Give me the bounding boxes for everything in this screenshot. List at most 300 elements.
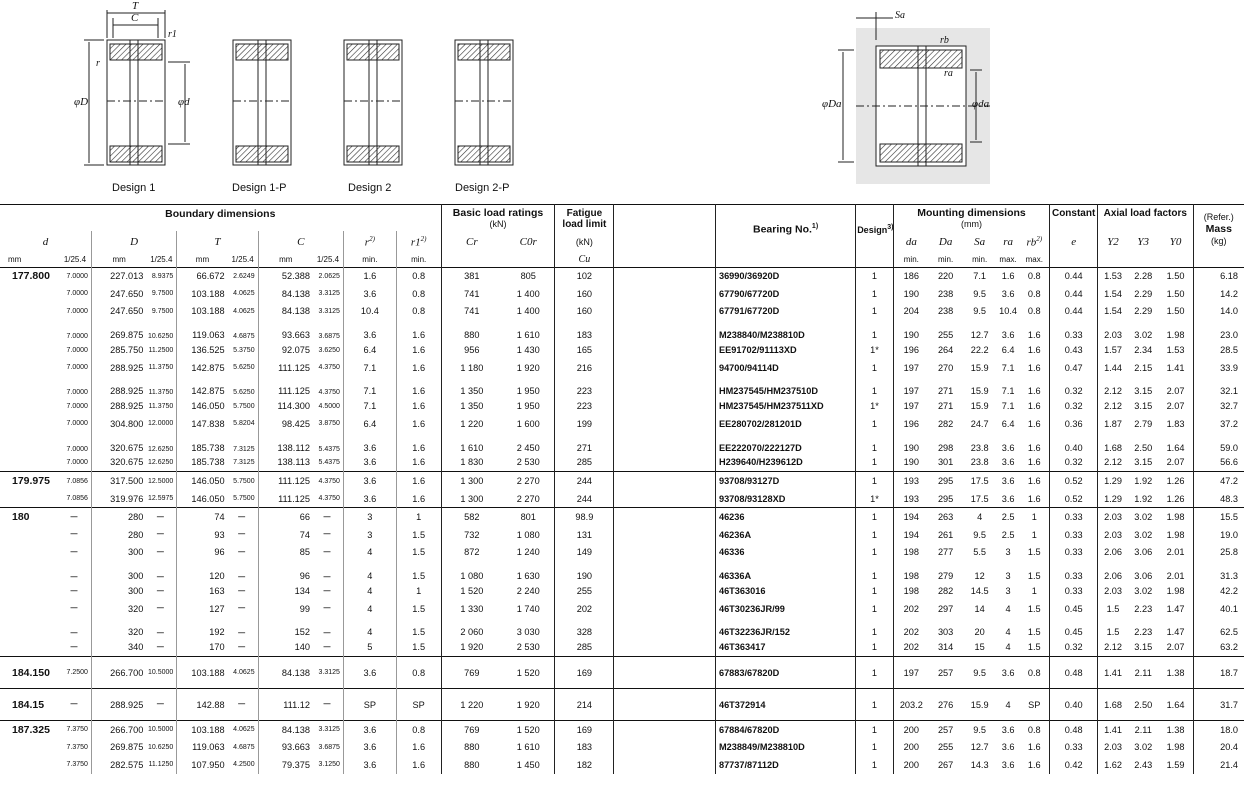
cell-r: 3 (343, 526, 396, 544)
cell-Sa: 15.9 (970, 386, 989, 397)
cell-Cr: 769 (441, 657, 502, 689)
cell-r: 3 (343, 508, 396, 526)
cell-Cr: 769 (441, 721, 502, 739)
cell-r1: 0.8 (396, 267, 441, 285)
cell-Cu: 214 (555, 689, 614, 721)
cell-no: 67884/67820D (715, 721, 855, 739)
cell-rb: 0.8 (1027, 667, 1041, 678)
cell-C0r: 2 270 (516, 476, 540, 487)
cell-da: 198 (893, 582, 929, 600)
cell-Ci: 3.3125 (318, 307, 340, 315)
cell-ra: 7.1 (1001, 386, 1015, 397)
cell-D: 269.875 (91, 739, 146, 757)
cell-Ti: 4.2500 (233, 761, 255, 769)
cell-r: 3.6 (343, 657, 396, 689)
cell-m: 25.8 (1193, 544, 1244, 562)
cell-T: 120 (177, 561, 228, 582)
cell-m: 23.0 (1193, 320, 1244, 341)
cell-da: 190 (893, 454, 929, 472)
cell-rb: 1.5 (1027, 627, 1041, 638)
cell-Da: 257 (937, 667, 954, 678)
cell-di: 7.0000 (66, 458, 88, 466)
cell-C: 140 (258, 638, 313, 656)
cell-Ci: 4.3750 (318, 477, 340, 485)
hdr-C: C (258, 231, 343, 253)
cell-ra: 3.6 (1001, 457, 1015, 468)
table-row (0, 657, 1244, 689)
cell-Ti: 5.7500 (233, 402, 255, 410)
cell-da: 190 (893, 433, 929, 454)
cell-Cr: 1 610 (441, 433, 502, 454)
blank-cell (614, 341, 716, 359)
cell-C0r: 1 400 (516, 288, 540, 299)
cell-Cu: 328 (555, 617, 614, 638)
cell-Di: 10.5000 (148, 726, 174, 734)
hdr-constant: Constant (1050, 205, 1098, 232)
cell-C: 84.138 (258, 721, 313, 739)
cell-ra: 3.6 (1001, 742, 1015, 753)
cell-Ci: 3.6250 (318, 346, 340, 354)
cell-r1: 1.6 (396, 756, 441, 774)
cell-Y2: 2.06 (1098, 544, 1128, 562)
cell-da: 194 (893, 526, 929, 544)
cell-no: 46T363016 (715, 582, 855, 600)
cell-Cu: 165 (555, 341, 614, 359)
mounting-drawing (838, 12, 990, 184)
cell-Y0: 1.47 (1166, 627, 1185, 638)
cell-Y0: 1.98 (1166, 330, 1185, 341)
cell-T: 103.188 (177, 657, 228, 689)
hdr-min-r: min. (343, 253, 396, 267)
cell-Cr: 1 350 (441, 376, 502, 397)
cell-Y0: 1.98 (1166, 742, 1185, 753)
cell-r1: 1.5 (396, 638, 441, 656)
cell-C0r: 1 950 (516, 401, 540, 412)
cell-Y3: 2.11 (1134, 667, 1152, 678)
cell-Cu: 285 (555, 638, 614, 656)
cell-rb: 1.5 (1027, 547, 1041, 558)
cell-D: 317.500 (91, 472, 146, 490)
cell-Y0: 2.07 (1166, 401, 1185, 412)
cell-Cr: 1 300 (441, 472, 502, 490)
cell-rb: 1.6 (1027, 759, 1041, 770)
cell-des: 1 (856, 582, 894, 600)
cell-Cu: 190 (555, 561, 614, 582)
cell-da: 197 (893, 397, 929, 415)
cell-di: — (70, 548, 78, 556)
cell-Ci: 3.3125 (318, 669, 340, 676)
cell-Cu: 202 (555, 600, 614, 618)
cell-C0r: 1 520 (516, 667, 540, 678)
cell-Y3: 1.92 (1134, 493, 1153, 504)
cell-Y3: 3.02 (1134, 512, 1153, 523)
cell-di: — (70, 630, 78, 638)
cell-Y2: 1.5 (1098, 617, 1128, 638)
cell-Y2: 1.54 (1098, 285, 1128, 303)
cell-Y2: 1.54 (1098, 303, 1128, 321)
cell-Y2: 1.68 (1098, 689, 1128, 721)
cell-m: 20.4 (1193, 739, 1244, 757)
cell-rb: 0.8 (1027, 271, 1041, 282)
cell-Y2: 1.53 (1098, 267, 1128, 285)
cell-Di: 12.5000 (148, 477, 174, 485)
cell-r: 4 (343, 617, 396, 638)
cell-D: 320.675 (91, 454, 146, 472)
hdr-unit-inch-d: 1/25.4 (63, 255, 87, 265)
cell-Ti: 4.0625 (233, 669, 255, 676)
cell-Cr: 1 220 (441, 415, 502, 433)
cell-Sa: 12.7 (970, 330, 989, 341)
design-1p-label: Design 1-P (232, 182, 287, 194)
cell-e: 0.32 (1050, 376, 1098, 397)
cell-Y3: 2.29 (1134, 306, 1153, 317)
cell-Y2: 2.03 (1098, 320, 1128, 341)
cell-Cu: 271 (555, 433, 614, 454)
cell-Ti: — (238, 574, 246, 582)
cell-Di: 12.5975 (148, 495, 174, 503)
cell-C0r: 1 630 (516, 571, 540, 582)
cell-da: 202 (893, 617, 929, 638)
cell-Cr: 1 220 (441, 689, 502, 721)
cell-C: 111.125 (258, 490, 313, 508)
cell-Da: 277 (937, 547, 954, 558)
cell-r: 4 (343, 561, 396, 582)
cell-Sa: 14 (974, 603, 985, 614)
cell-r: 7.1 (343, 397, 396, 415)
table-row (0, 721, 1244, 739)
cell-Cr: 1 080 (441, 561, 502, 582)
cell-des: 1* (856, 341, 894, 359)
cell-Sa: 14.5 (970, 586, 989, 597)
hdr-bearing-no: Bearing No. (752, 223, 812, 236)
cell-no: 46T30236JR/99 (715, 600, 855, 618)
cell-D: 266.700 (91, 657, 146, 689)
cell-Cr: 1 330 (441, 600, 502, 618)
blank-cell (614, 320, 716, 341)
cell-Di: 9.7500 (151, 290, 174, 298)
cell-C0r: 1 740 (516, 603, 540, 614)
cell-Y2: 1.87 (1098, 415, 1128, 433)
hdr-unit-mm-d: mm (8, 255, 22, 265)
cell-Cr: 1 830 (441, 454, 502, 472)
bearing-diagrams (0, 0, 1244, 202)
cell-Cr: 1 300 (441, 490, 502, 508)
cell-e: 0.52 (1050, 472, 1098, 490)
cell-e: 0.48 (1050, 657, 1098, 689)
cell-Cu: 183 (555, 320, 614, 341)
cell-C: 138.113 (258, 454, 313, 472)
cell-m: 18.0 (1193, 721, 1244, 739)
cell-rb: 1.5 (1027, 603, 1041, 614)
table-row (0, 689, 1244, 721)
blank-cell (614, 721, 716, 739)
cell-d (0, 359, 59, 377)
cell-ra: 10.4 (999, 306, 1018, 317)
hdr-unit-inch-T: 1/25.4 (231, 255, 254, 265)
cell-Y3: 2.43 (1134, 759, 1153, 770)
cell-r: SP (343, 689, 396, 721)
cell-Sa: 23.8 (970, 457, 989, 468)
cell-C: 98.425 (258, 415, 313, 433)
cell-Da: 255 (937, 742, 954, 753)
cell-T: 96 (177, 544, 228, 562)
hdr-boundary-dimensions: Boundary dimensions (165, 208, 276, 220)
cell-e: 0.32 (1050, 638, 1098, 656)
cell-T: 185.738 (177, 454, 228, 472)
cell-di: — (70, 574, 78, 582)
cell-Y0: 1.26 (1166, 476, 1185, 487)
cell-m: 18.7 (1193, 657, 1244, 689)
cell-Ti: 4.0625 (233, 307, 255, 315)
cell-Y0: 2.07 (1166, 386, 1185, 397)
cell-di: — (70, 587, 78, 595)
table-row (0, 508, 1244, 526)
cell-Di: 12.6250 (148, 458, 174, 466)
cell-Y3: 2.34 (1134, 345, 1153, 356)
cell-no: 67791/67720D (715, 303, 855, 321)
cell-Y0: 2.07 (1166, 642, 1185, 653)
cell-Y2: 2.03 (1098, 582, 1128, 600)
cell-m: 28.5 (1193, 341, 1244, 359)
cell-Cu: 199 (555, 415, 614, 433)
cell-C: 138.112 (258, 433, 313, 454)
cell-des: 1 (856, 526, 894, 544)
cell-des: 1 (856, 561, 894, 582)
cell-C: 92.075 (258, 341, 313, 359)
cell-Y3: 2.23 (1134, 603, 1153, 614)
cell-D: 300 (91, 561, 146, 582)
cell-C0r: 1 600 (516, 418, 540, 429)
cell-C0r: 1 430 (516, 345, 540, 356)
cell-r1: 1 (396, 508, 441, 526)
cell-rb: 1 (1031, 529, 1037, 540)
cell-r1: 1.6 (396, 359, 441, 377)
cell-D: 247.650 (91, 303, 146, 321)
cell-r: 10.4 (343, 303, 396, 321)
blank-cell (614, 526, 716, 544)
cell-no: 67883/67820D (715, 657, 855, 689)
cell-Y3: 2.50 (1134, 442, 1153, 453)
cell-Y3: 3.02 (1134, 586, 1153, 597)
cell-da: 190 (893, 285, 929, 303)
cell-Di: — (156, 548, 164, 556)
cell-Y0: 2.01 (1166, 571, 1185, 582)
hdr-unit-inch-C: 1/25.4 (316, 255, 340, 265)
cell-Y3: 3.15 (1134, 401, 1153, 412)
cell-e: 0.45 (1050, 617, 1098, 638)
cell-D: 247.650 (91, 285, 146, 303)
cell-C: 111.125 (258, 472, 313, 490)
cell-Cu: 244 (555, 472, 614, 490)
cell-des: 1 (856, 303, 894, 321)
hdr-mass: Mass (1205, 223, 1232, 235)
design-2-drawing (344, 40, 402, 165)
cell-Sa: 9.5 (973, 288, 987, 299)
cell-rb: 1.6 (1027, 386, 1041, 397)
cell-C: 85 (258, 544, 313, 562)
design-1p-drawing (233, 40, 291, 165)
cell-Cr: 880 (441, 756, 502, 774)
blank-cell (614, 508, 716, 526)
cell-D: 288.925 (91, 689, 146, 721)
cell-no: 46T363417 (715, 638, 855, 656)
cell-Di: 12.0000 (148, 420, 174, 428)
cell-Cr: 872 (441, 544, 502, 562)
cell-Ci: — (323, 587, 331, 595)
cell-no: 46T32236JR/152 (715, 617, 855, 638)
cell-Da: 295 (937, 493, 954, 504)
blank-cell (614, 303, 716, 321)
table-row (0, 544, 1244, 562)
cell-Y2: 2.03 (1098, 739, 1128, 757)
cell-da: 193 (893, 490, 929, 508)
table-row (0, 490, 1244, 508)
cell-m: 59.0 (1193, 433, 1244, 454)
hdr-bearing-no-sup: 1) (811, 222, 819, 230)
cell-m: 32.7 (1193, 397, 1244, 415)
cell-Sa: 5.5 (973, 547, 987, 558)
cell-C0r: 1 520 (516, 724, 540, 735)
cell-di: — (70, 605, 78, 613)
label-Sa: Sa (895, 10, 905, 21)
design-1-label: Design 1 (112, 182, 156, 194)
cell-Ci: 5.4375 (318, 458, 340, 466)
cell-ra: 4 (1005, 627, 1011, 638)
cell-no: M238840/M238810D (715, 320, 855, 341)
cell-ra: 3.6 (1001, 667, 1015, 678)
cell-C: 114.300 (258, 397, 313, 415)
cell-Ti: — (238, 630, 246, 638)
table-row (0, 285, 1244, 303)
cell-da: 194 (893, 508, 929, 526)
table-row (0, 756, 1244, 774)
cell-d: 187.325 (12, 723, 50, 736)
cell-ra: 4 (1005, 603, 1011, 614)
cell-T: 66.672 (177, 267, 228, 285)
cell-d (0, 454, 59, 472)
cell-Da: 295 (937, 476, 954, 487)
cell-Y2: 1.29 (1098, 490, 1128, 508)
cell-e: 0.32 (1050, 454, 1098, 472)
table-row (0, 376, 1244, 397)
cell-ra: 7.1 (1001, 362, 1015, 373)
cell-Ti: — (238, 605, 246, 613)
cell-da: 196 (893, 341, 929, 359)
hdr-mass-refer: (Refer.) (1203, 212, 1234, 222)
cell-Ci: — (323, 531, 331, 539)
cell-e: 0.44 (1050, 267, 1098, 285)
blank-cell (614, 582, 716, 600)
cell-Sa: 7.1 (973, 271, 987, 282)
cell-r1: 1.6 (396, 397, 441, 415)
cell-Cu: 255 (555, 582, 614, 600)
cell-Di: — (156, 605, 164, 613)
cell-rb: 1.6 (1027, 345, 1041, 356)
cell-r1: 1.5 (396, 544, 441, 562)
cell-Da: 267 (937, 759, 954, 770)
hdr-Y3: Y3 (1137, 236, 1150, 248)
cell-des: 1 (856, 508, 894, 526)
cell-Ci: — (323, 701, 331, 708)
cell-Ti: — (238, 548, 246, 556)
cell-di: 7.0000 (66, 402, 88, 410)
cell-Da: 282 (937, 418, 954, 429)
cell-da: 196 (893, 415, 929, 433)
cell-d (0, 739, 59, 757)
cell-e: 0.40 (1050, 433, 1098, 454)
cell-Di: 10.6250 (148, 333, 174, 341)
cell-Y3: 3.02 (1134, 742, 1153, 753)
cell-C: 74 (258, 526, 313, 544)
cell-des: 1 (856, 739, 894, 757)
cell-Cu: 149 (555, 544, 614, 562)
cell-e: 0.48 (1050, 721, 1098, 739)
hdr-min-da: min. (893, 253, 929, 267)
cell-Sa: 12 (974, 571, 985, 582)
cell-Da: 270 (937, 362, 954, 373)
cell-di: 7.3750 (66, 761, 88, 769)
cell-r1: 0.8 (396, 657, 441, 689)
cell-di: 7.3750 (66, 743, 88, 751)
cell-ra: 7.1 (1001, 401, 1015, 412)
cell-Ci: 5.4375 (318, 445, 340, 453)
cell-e: 0.33 (1050, 526, 1098, 544)
cell-m: 33.9 (1193, 359, 1244, 377)
hdr-C0r: C0r (519, 236, 537, 248)
cell-Da: 297 (937, 603, 954, 614)
cell-Cr: 741 (441, 303, 502, 321)
cell-r1: 1.6 (396, 341, 441, 359)
cell-Y0: 1.83 (1166, 418, 1185, 429)
cell-Y0: 1.98 (1166, 512, 1185, 523)
cell-C0r: 2 240 (516, 586, 540, 597)
cell-e: 0.36 (1050, 415, 1098, 433)
cell-Y0: 1.98 (1166, 586, 1185, 597)
cell-d (0, 397, 59, 415)
cell-T: 107.950 (177, 756, 228, 774)
label-Da: φDa (822, 98, 842, 110)
table-row (0, 303, 1244, 321)
cell-C: 111.12 (258, 689, 313, 721)
cell-Cu: 98.9 (555, 508, 614, 526)
cell-d: 180 (12, 511, 30, 524)
cell-m: 15.5 (1193, 508, 1244, 526)
cell-Y0: 1.41 (1166, 362, 1185, 373)
cell-Sa: 17.5 (970, 493, 989, 504)
cell-Di: 11.3750 (148, 402, 174, 410)
table-row (0, 359, 1244, 377)
cell-Ci: 3.3125 (318, 290, 340, 298)
cell-C0r: 1 080 (516, 529, 540, 540)
cell-Y2: 1.41 (1098, 721, 1128, 739)
cell-d (0, 617, 59, 638)
cell-Di: 11.3750 (148, 364, 174, 372)
cell-T: 119.063 (177, 320, 228, 341)
cell-Y2: 2.12 (1098, 397, 1128, 415)
cell-Y3: 3.15 (1134, 642, 1153, 653)
cell-Ti: — (238, 643, 246, 651)
cell-da: 197 (893, 359, 929, 377)
cell-e: 0.44 (1050, 303, 1098, 321)
cell-e: 0.43 (1050, 341, 1098, 359)
cell-d (0, 526, 59, 544)
hdr-mass-unit: (kg) (1211, 236, 1227, 246)
cell-no: 46236A (715, 526, 855, 544)
cell-Sa: 15.9 (970, 362, 989, 373)
cell-Cu: 223 (555, 397, 614, 415)
cell-Cr: 2 060 (441, 617, 502, 638)
cell-C0r: 2 530 (516, 457, 540, 468)
